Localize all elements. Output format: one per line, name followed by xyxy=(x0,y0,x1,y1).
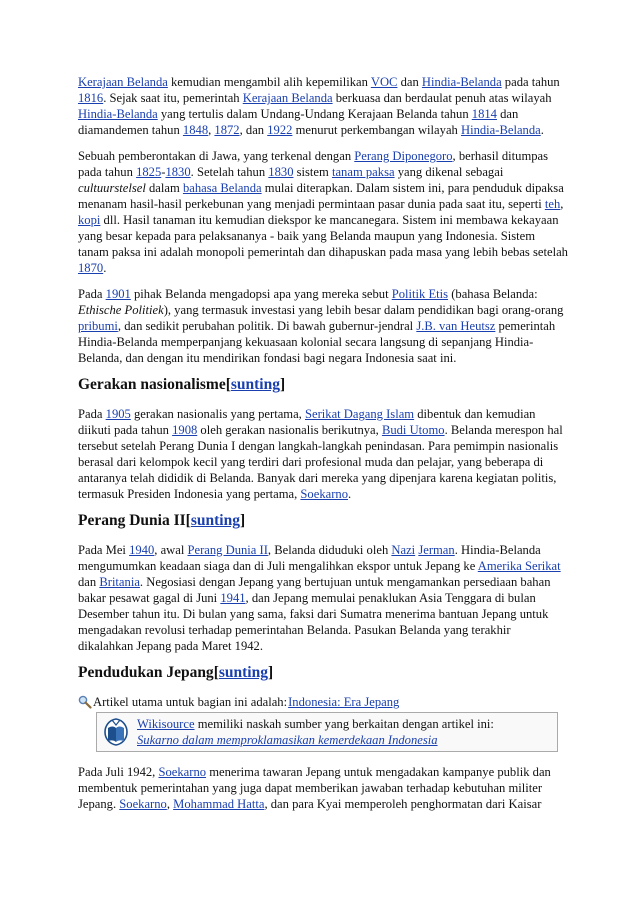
link-pribumi[interactable]: pribumi xyxy=(78,319,118,333)
link-teh[interactable]: teh xyxy=(544,197,561,211)
link-nazi[interactable]: Nazi xyxy=(391,543,416,557)
text: , xyxy=(166,797,174,811)
text: dan diamandemen tahun xyxy=(78,107,519,137)
text: Pada Juli 1942, xyxy=(78,765,159,779)
link-wikisource-item[interactable]: Sukarno dalam memproklamasikan kemerdekaan Indonesia xyxy=(137,733,438,747)
article-content xyxy=(78,74,568,822)
text: - xyxy=(161,165,166,179)
link-1941[interactable]: 1941 xyxy=(220,591,246,605)
text: yang tertulis dalam Undang-Undang Kerajaan Belanda tahun xyxy=(157,107,472,121)
link-kerajaan-belanda[interactable]: Kerajaan Belanda xyxy=(78,75,168,89)
text: ), yang termasuk investasi yang lebih besar dalam pendidikan bagi orang-orang xyxy=(163,303,564,317)
link-1830-2[interactable]: 1830 xyxy=(268,165,294,179)
heading-perang-dunia-ii xyxy=(78,512,568,530)
link-1870[interactable]: 1870 xyxy=(78,261,104,275)
text: yang dikenal sebagai xyxy=(394,165,504,179)
link-soekarno-3[interactable]: Soekarno xyxy=(119,797,167,811)
link-wikisource[interactable]: Wikisource xyxy=(137,717,195,731)
link-jerman[interactable]: Jerman xyxy=(418,543,455,557)
link-1905[interactable]: 1905 xyxy=(105,407,131,421)
link-1940[interactable]: 1940 xyxy=(129,543,155,557)
text: . xyxy=(103,261,107,275)
main-article-label: Artikel utama untuk bagian ini adalah: xyxy=(93,695,288,709)
text: dalam xyxy=(145,181,183,195)
text: , xyxy=(208,123,215,137)
text: Pada xyxy=(78,407,106,421)
text: pemerintah Hindia-Belanda memperpanjang kekuasaan kolonial secara langsung di sepanjang Hindia-Belanda, dan dengan itu mendirikan fondasi bagi negara Indonesia saat ini. xyxy=(78,319,556,365)
text: . Negosiasi dengan Jepang yang bertujuan untuk mengamankan persediaan bahan bakar pesawat gagal di Juni xyxy=(78,575,551,605)
text: , berhasil ditumpas pada tahun xyxy=(78,149,549,179)
paragraph-pendudukan xyxy=(78,764,568,812)
heading-pendudukan-jepang xyxy=(78,664,568,682)
bracket: ] xyxy=(280,376,286,393)
edit-link-pendudukan[interactable]: sunting xyxy=(218,664,268,681)
link-kerajaan-belanda-2[interactable]: Kerajaan Belanda xyxy=(242,91,333,105)
link-van-heutsz[interactable]: J.B. van Heutsz xyxy=(416,319,496,333)
paragraph-pemberontakan xyxy=(78,148,568,276)
text: , dan sedikit perubahan politik. Di bawah gubernur-jendral xyxy=(117,319,417,333)
text: dll. Hasil tanaman itu kemudian diekspor ke mancanegara. Sistem ini membawa kekayaan yang besar kepada para pelaksananya - baik yang Belanda maupun yang Indonesia. Sistem tanam paksa ini adalah monopoli pemerintah dan dihapuskan pada masa yang lebih bebas setelah xyxy=(78,213,568,259)
link-perang-dunia-ii[interactable]: Perang Dunia II xyxy=(187,543,268,557)
text: , dan Jepang memulai penaklukan Asia Tenggara di bulan Desember tahun itu. Di bulan yang sama, faksi dari Sumatra menerima bantuan Jepang untuk mengadakan revolusi terhadap pemerintahan Belanda. Pasukan Belanda yang terakhir dikalahkan Jepang pada Maret 1942. xyxy=(78,591,549,653)
text: gerakan nasionalis yang pertama, xyxy=(130,407,305,421)
text: oleh gerakan nasionalis berikutnya, xyxy=(197,423,382,437)
text: . xyxy=(348,487,352,501)
text: dan xyxy=(78,575,100,589)
main-article-note xyxy=(78,694,568,710)
text: Sebuah pemberontakan di Jawa, yang terkenal dengan xyxy=(78,149,355,163)
bracket: [ xyxy=(213,664,219,681)
text: dan xyxy=(397,75,422,89)
text: pihak Belanda mengadopsi apa yang mereka sebut xyxy=(130,287,392,301)
paragraph-perang-dunia-ii xyxy=(78,542,568,654)
link-hindia-belanda-3[interactable]: Hindia-Belanda xyxy=(460,123,541,137)
link-amerika-serikat[interactable]: Amerika Serikat xyxy=(477,559,561,573)
link-1908[interactable]: 1908 xyxy=(172,423,198,437)
link-perang-diponegoro[interactable]: Perang Diponegoro xyxy=(354,149,453,163)
bracket: ] xyxy=(239,512,246,529)
text: menerima tawaran Jepang untuk mengadakan kampanye publik dan membentuk pemerintahan yang juga dapat memberikan jawaban terhadap kebutuhan militer Jepang. xyxy=(78,765,551,811)
text: , dan xyxy=(239,123,268,137)
text: . xyxy=(540,123,544,137)
text: . Belanda merespon hal tersebut setelah Perang Dunia I dengan langkah-langkah penindasan. Para pemimpin nasionalis berasal dari kelompok kecil yang terdiri dari profesional muda dan pelajar, yang beberapa di antaranya telah dididik di Belanda. Banyak dari mereka yang dipenjara karena kegiatan politis, termasuk Presiden Indonesia yang pertama, xyxy=(78,423,563,501)
edit-link-perang[interactable]: sunting xyxy=(190,512,240,529)
text: . Hindia-Belanda mengumumkan keadaan siaga dan di Juli mengalihkan ekspor untuk Jepang ke xyxy=(78,543,541,573)
wikisource-line xyxy=(137,716,494,732)
text: , Belanda diduduki oleh xyxy=(267,543,392,557)
link-1848[interactable]: 1848 xyxy=(182,123,209,137)
link-budi-utomo[interactable]: Budi Utomo xyxy=(381,423,445,437)
link-1901[interactable]: 1901 xyxy=(105,287,131,301)
heading-title: Gerakan nasionalisme xyxy=(78,376,226,393)
text: . Sejak saat itu, pemerintah xyxy=(103,91,243,105)
link-1814[interactable]: 1814 xyxy=(471,107,497,121)
link-era-jepang[interactable]: Indonesia: Era Jepang xyxy=(288,695,400,709)
wikisource-description: memiliki naskah sumber yang berkaitan dengan artikel ini: xyxy=(194,717,494,731)
heading-title: Pendudukan Jepang xyxy=(78,664,214,681)
wikisource-logo-icon xyxy=(103,717,129,747)
link-britania[interactable]: Britania xyxy=(99,575,140,589)
text: pada tahun xyxy=(501,75,560,89)
link-serikat-dagang-islam[interactable]: Serikat Dagang Islam xyxy=(304,407,415,421)
text: Pada xyxy=(78,287,106,301)
heading-gerakan-nasionalisme xyxy=(78,376,568,394)
edit-link-nasionalisme[interactable]: sunting xyxy=(230,376,280,393)
link-1816[interactable]: 1816 xyxy=(78,91,104,105)
link-mohammad-hatta[interactable]: Mohammad Hatta xyxy=(173,797,265,811)
magnifier-icon xyxy=(78,695,92,709)
link-politik-etis[interactable]: Politik Etis xyxy=(391,287,449,301)
text: kemudian mengambil alih kepemilikan xyxy=(167,75,371,89)
text: sistem xyxy=(293,165,332,179)
link-1872[interactable]: 1872 xyxy=(214,123,240,137)
text: . Setelah tahun xyxy=(190,165,269,179)
heading-title: Perang Dunia II xyxy=(78,512,186,529)
text: mulai diterapkan. Dalam sistem ini, para penduduk dipaksa menanam hasil-hasil perkebunan yang menjadi permintaan pasar dunia pada saat itu, seperti xyxy=(78,181,564,211)
link-kopi[interactable]: kopi xyxy=(78,213,101,227)
link-bahasa-belanda[interactable]: bahasa Belanda xyxy=(182,181,262,195)
wikisource-box xyxy=(96,712,558,752)
paragraph-nasionalisme xyxy=(78,406,568,502)
text: , xyxy=(560,197,564,211)
text: menurut perkembangan wilayah xyxy=(292,123,461,137)
text: , dan para Kyai memperoleh penghormatan dari Kaisar xyxy=(264,797,542,811)
link-hindia-belanda-2[interactable]: Hindia-Belanda xyxy=(78,107,158,121)
link-hindia-belanda[interactable]: Hindia-Belanda xyxy=(421,75,502,89)
paragraph-politik-etis xyxy=(78,286,568,366)
bracket: [ xyxy=(185,512,191,529)
link-soekarno-2[interactable]: Soekarno xyxy=(158,765,207,779)
link-1830[interactable]: 1830 xyxy=(165,165,191,179)
paragraph-kerajaan-belanda xyxy=(78,74,568,138)
bracket: [ xyxy=(225,376,231,393)
link-1825[interactable]: 1825 xyxy=(136,165,162,179)
link-voc[interactable]: VOC xyxy=(370,75,398,89)
text: berkuasa dan berdaulat penuh atas wilayah xyxy=(332,91,552,105)
link-soekarno[interactable]: Soekarno xyxy=(300,487,348,501)
bracket: ] xyxy=(267,664,274,681)
wikisource-text xyxy=(137,716,494,748)
link-tanam-paksa[interactable]: tanam paksa xyxy=(331,165,395,179)
text: Pada Mei xyxy=(78,543,130,557)
italic-term: cultuurstelsel xyxy=(78,181,146,195)
wikisource-item-line xyxy=(137,732,494,748)
text: (bahasa Belanda: xyxy=(448,287,538,301)
text: dibentuk dan kemudian diikuti pada tahun xyxy=(78,407,536,437)
link-1922[interactable]: 1922 xyxy=(267,123,293,137)
italic-term: Ethische Politiek xyxy=(78,303,164,317)
text: , awal xyxy=(154,543,188,557)
